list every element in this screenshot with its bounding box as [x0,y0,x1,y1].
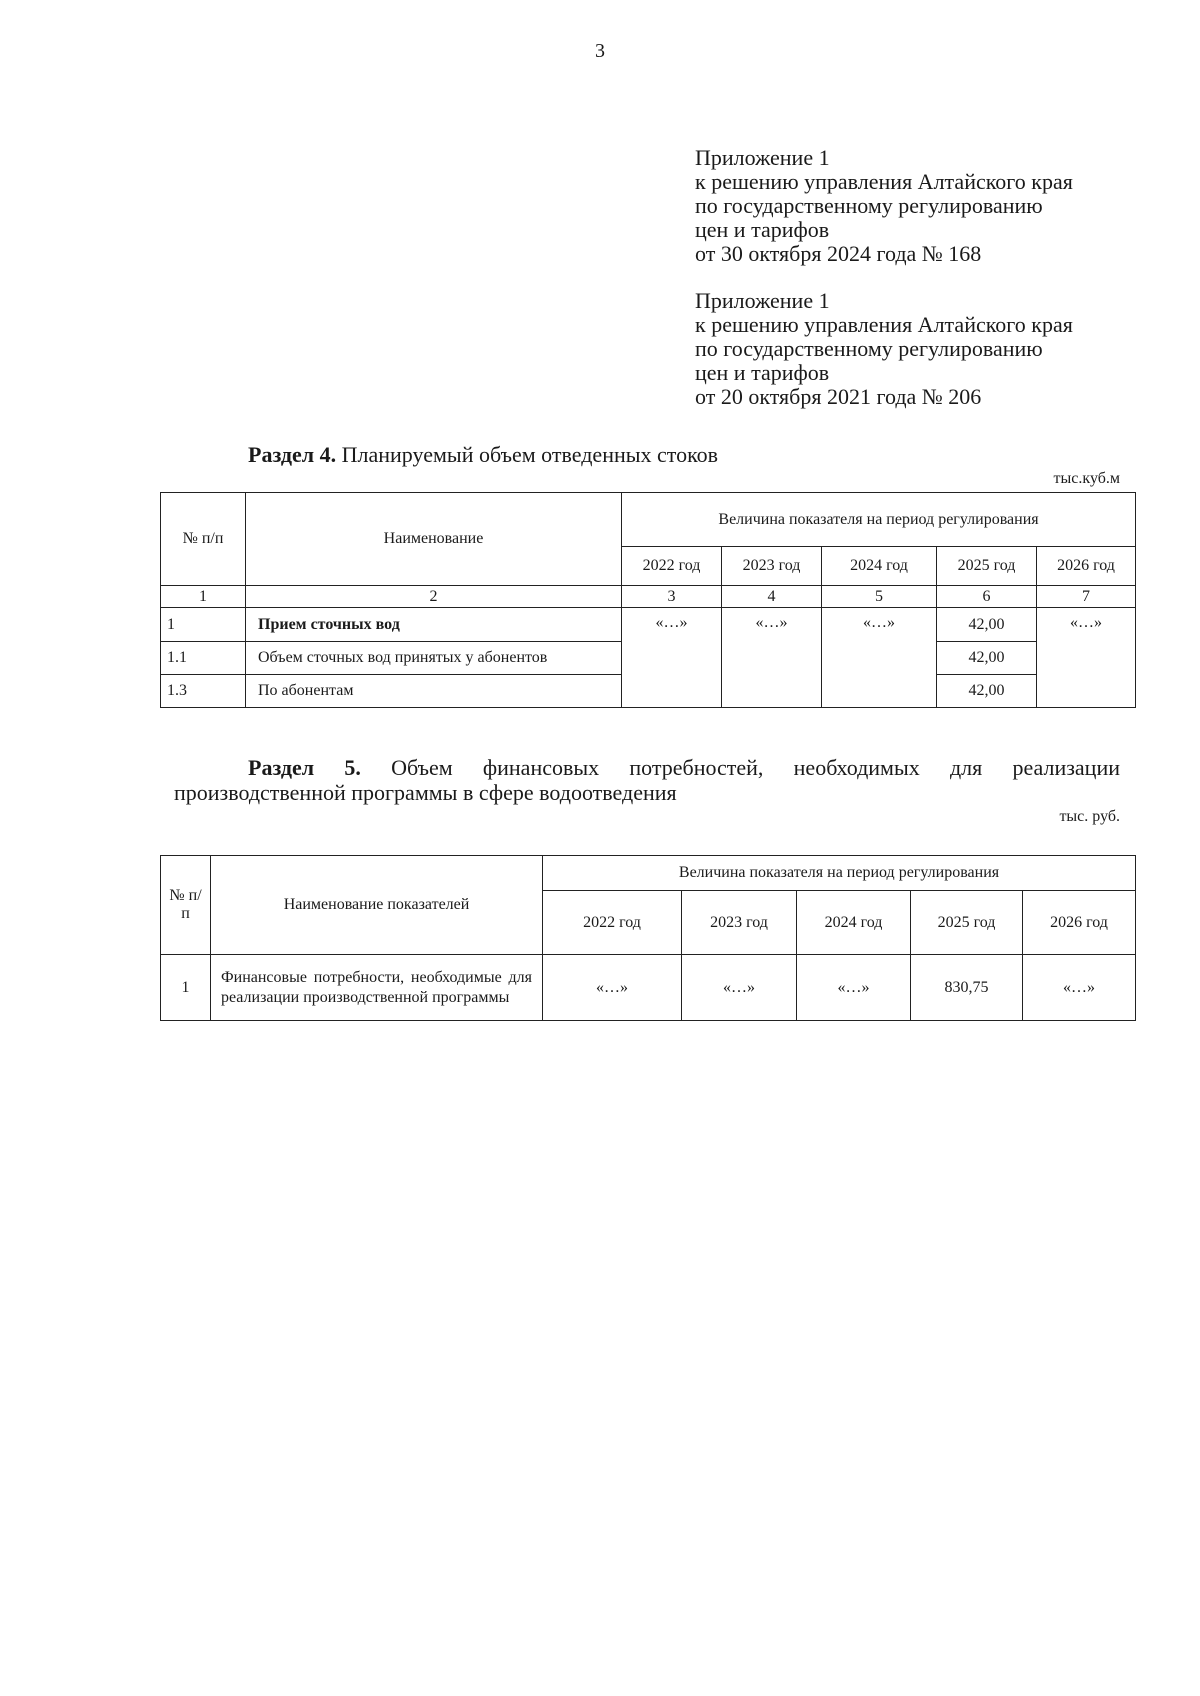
section5-title: Объем финансовых потребностей, необходимых для реализации производственной программы в сфере водоотведения [174,755,1120,805]
value-2024: «…» [797,955,911,1021]
value-2025: 42,00 [937,675,1037,708]
section5-heading [174,755,1120,805]
column-number-row [161,586,1136,608]
value-2022: «…» [543,955,682,1021]
column-number: 7 [1037,586,1136,608]
section4-label: Раздел 4. [248,442,337,467]
section5-unit: тыс. руб. [1059,808,1120,825]
section4-unit: тыс.куб.м [1053,470,1120,487]
header-year: 2024 год [797,891,911,955]
header-year: 2026 год [1023,891,1136,955]
appendix-line: по государственному регулированию [695,336,1043,361]
value-2025: 830,75 [911,955,1023,1021]
value-2026: «…» [1037,608,1136,708]
column-number: 3 [622,586,722,608]
section5-label: Раздел 5. [248,755,361,780]
header-period: Величина показателя на период регулирования [622,493,1136,547]
appendix-line: Приложение 1 [695,145,830,170]
column-number: 5 [822,586,937,608]
header-year: 2026 год [1037,547,1136,586]
appendix-line: к решению управления Алтайского края [695,312,1073,337]
column-number: 6 [937,586,1037,608]
header-year: 2022 год [543,891,682,955]
row-name: Объем сточных вод принятых у абонентов [246,642,622,675]
header-year: 2023 год [682,891,797,955]
value-2025: 42,00 [937,608,1037,642]
column-number: 4 [722,586,822,608]
section5-table [160,855,1136,1021]
value-2023: «…» [722,608,822,708]
appendix-line: по государственному регулированию [695,193,1043,218]
column-number: 2 [246,586,622,608]
header-year: 2025 год [911,891,1023,955]
row-name: Финансовые потребности, необходимые для реализации производственной программы [211,955,543,1021]
value-2026: «…» [1023,955,1136,1021]
appendix-previous-header [695,289,1155,409]
page-number: 3 [595,40,605,62]
table-row [161,608,1136,642]
row-name: По абонентам [246,675,622,708]
section4-table [160,492,1136,708]
header-period: Величина показателя на период регулирования [543,856,1136,891]
section4-title: Планируемый объем отведенных стоков [341,442,719,467]
appendix-line: Приложение 1 [695,288,830,313]
header-year: 2024 год [822,547,937,586]
appendix-line: к решению управления Алтайского края [695,169,1073,194]
appendix-line: от 20 октября 2021 года № 206 [695,384,982,409]
table-row [161,955,1136,1021]
appendix-line: от 30 октября 2024 года № 168 [695,241,982,266]
header-year: 2022 год [622,547,722,586]
value-2024: «…» [822,608,937,708]
row-num: 1 [161,955,211,1021]
value-2022: «…» [622,608,722,708]
header-year: 2025 год [937,547,1037,586]
header-name: Наименование [246,493,622,586]
value-2023: «…» [682,955,797,1021]
row-name: Прием сточных вод [246,608,622,642]
value-2025: 42,00 [937,642,1037,675]
header-year: 2023 год [722,547,822,586]
header-num: № п/п [161,856,211,955]
header-num: № п/п [161,493,246,586]
column-number: 1 [161,586,246,608]
row-num: 1.1 [161,642,246,675]
section4-heading [248,442,718,468]
appendix-line: цен и тарифов [695,217,830,242]
row-num: 1 [161,608,246,642]
header-name: Наименование показателей [211,856,543,955]
appendix-line: цен и тарифов [695,360,830,385]
row-num: 1.3 [161,675,246,708]
appendix-current-header [695,146,1155,266]
